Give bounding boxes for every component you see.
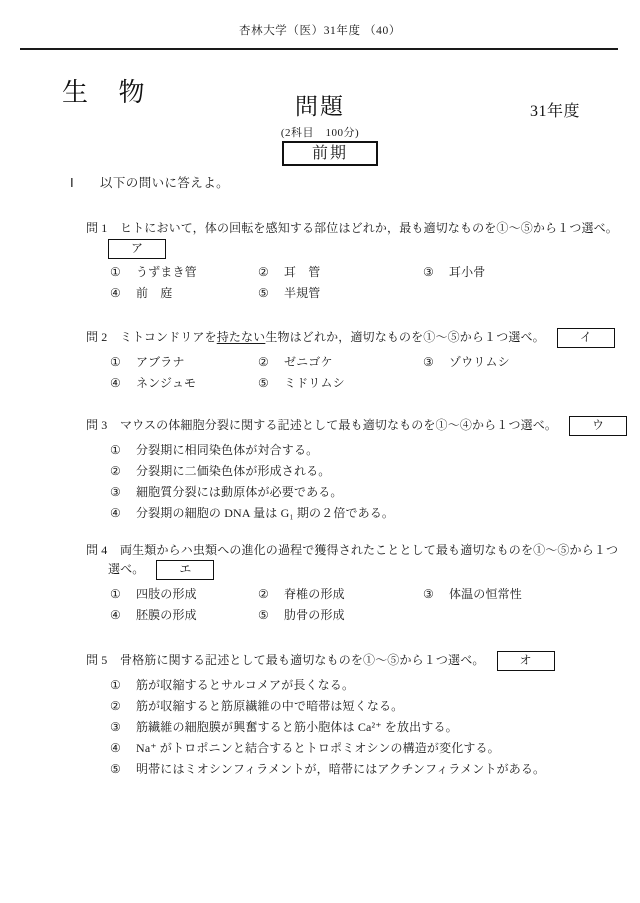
choice-item[interactable] (110, 675, 610, 696)
choice-item[interactable] (110, 738, 610, 759)
choice-number: ② (110, 699, 121, 713)
exam-year: 31年度 (530, 103, 581, 120)
question-1-choices (110, 262, 610, 304)
question-4-stem (86, 541, 619, 560)
choice-number: ① (110, 443, 121, 457)
choice-number: ③ (423, 355, 434, 369)
choice-text: 細胞質分裂には動原体が必要である。 (136, 485, 343, 499)
choice-spacer (423, 283, 583, 304)
choice-item[interactable] (110, 717, 610, 738)
question-2-label: 問 2 (86, 330, 108, 344)
choice-text: 分裂期に二価染色体が形成される。 (136, 464, 331, 478)
question-3-choices (110, 440, 610, 524)
choice-text: 耳小骨 (449, 265, 486, 279)
choice-item[interactable] (110, 605, 258, 626)
choice-spacer (423, 373, 583, 394)
choice-item[interactable] (110, 584, 258, 605)
choice-text: 前 庭 (136, 286, 173, 300)
choice-text: ミドリムシ (284, 376, 345, 390)
choice-item[interactable] (258, 605, 423, 626)
choice-number: ④ (110, 506, 121, 520)
choice-item[interactable] (110, 461, 610, 482)
answer-slot-o[interactable]: オ (497, 651, 555, 671)
choice-row (110, 262, 610, 283)
choice-row (110, 605, 610, 626)
section-heading (70, 173, 229, 191)
choice-row (110, 461, 610, 482)
choice-text: 肋骨の形成 (284, 608, 345, 622)
choice-text: 分裂期に相同染色体が対合する。 (136, 443, 319, 457)
answer-slot-a[interactable]: ア (108, 239, 166, 259)
choice-item[interactable] (110, 440, 610, 461)
choice-number: ④ (110, 608, 121, 622)
choice-item[interactable] (258, 262, 423, 283)
choice-item[interactable] (110, 696, 610, 717)
question-1 (86, 219, 618, 255)
choice-item[interactable] (110, 503, 610, 524)
choice-row (110, 759, 610, 780)
choice-item[interactable] (423, 352, 583, 373)
choice-row (110, 373, 610, 394)
choice-item[interactable] (110, 283, 258, 304)
choice-item[interactable] (423, 584, 583, 605)
choice-text: 胚膜の形成 (136, 608, 197, 622)
choice-row (110, 352, 610, 373)
choice-item[interactable] (258, 373, 423, 394)
question-5 (86, 651, 606, 671)
question-2-stem-post: 生物はどれか，適切なものを①～⑤から１つ選べ。 (265, 330, 545, 344)
question-2 (86, 328, 606, 348)
choice-row (110, 283, 610, 304)
choice-text: 体温の恒常性 (449, 587, 522, 601)
choice-number: ② (258, 265, 269, 279)
question-2-stem (86, 328, 606, 348)
choice-text: アブラナ (136, 355, 185, 369)
choice-row (110, 675, 610, 696)
choice-row (110, 717, 610, 738)
choice-row (110, 696, 610, 717)
question-4-stem-line2-row (108, 560, 606, 580)
answer-slot-u[interactable]: ウ (569, 416, 627, 436)
section-numeral: Ⅰ (70, 176, 75, 190)
choice-number: ⑤ (258, 286, 269, 300)
choice-number: ③ (110, 720, 121, 734)
choice-row (110, 503, 610, 524)
choice-row (110, 584, 610, 605)
choice-text: 脊椎の形成 (284, 587, 345, 601)
term-box: 前期 (282, 141, 378, 166)
choice-spacer (423, 605, 583, 626)
choice-number: ② (110, 464, 121, 478)
question-3-label: 問 3 (86, 418, 108, 432)
choice-number: ③ (110, 485, 121, 499)
choice-item[interactable] (110, 482, 610, 503)
question-3-stem (86, 416, 606, 436)
choice-number: ① (110, 265, 121, 279)
choice-text: ネンジュモ (136, 376, 197, 390)
running-head: 杏林大学（医）31年度 （40） (239, 25, 401, 37)
choice-text: 筋が収縮するとサルコメアが長くなる。 (136, 678, 355, 692)
choice-number: ④ (110, 741, 121, 755)
choice-item[interactable] (110, 262, 258, 283)
choice-text: 明帯にはミオシンフィラメントが，暗帯にはアクチンフィラメントがある。 (136, 762, 546, 776)
choice-number: ④ (110, 286, 121, 300)
question-4-stem-line2: 選べ。 (108, 562, 145, 576)
question-1-stem (86, 219, 618, 238)
question-1-stem-text: ヒトにおいて，体の回転を感知する部位はどれか，最も適切なものを①～⑤から１つ選べ。 (120, 221, 618, 235)
choice-number: ③ (423, 587, 434, 601)
question-5-choices (110, 675, 610, 780)
choice-text: ゾウリムシ (449, 355, 510, 369)
choice-number: ② (258, 355, 269, 369)
question-4 (86, 541, 619, 580)
answer-slot-e[interactable]: エ (156, 560, 214, 580)
choice-text: 半規管 (284, 286, 321, 300)
subject-title: 生 物 (62, 78, 157, 107)
question-5-stem (86, 651, 606, 671)
choice-text: 四肢の形成 (136, 587, 197, 601)
choice-number: ② (258, 587, 269, 601)
header-divider (20, 48, 618, 50)
choice-item[interactable] (110, 759, 610, 780)
choice-number: ① (110, 678, 121, 692)
choice-text: Na⁺ がトロポニンと結合するとトロポミオシンの構造が変化する。 (136, 741, 500, 755)
question-3 (86, 416, 606, 436)
choice-number: ③ (423, 265, 434, 279)
question-4-label: 問 4 (86, 543, 108, 557)
choice-text: 分裂期の細胞の DNA 量は G₁ 期の２倍である。 (136, 506, 395, 520)
choice-number: ① (110, 587, 121, 601)
document-title: 問題 (295, 94, 345, 119)
choice-item[interactable] (258, 584, 423, 605)
choice-item[interactable] (258, 352, 423, 373)
choice-number: ⑤ (110, 762, 121, 776)
choice-text: ゼニゴケ (284, 355, 333, 369)
choice-item[interactable] (110, 373, 258, 394)
choice-text: うずまき管 (136, 265, 197, 279)
question-2-stem-underlined: 持たない (216, 330, 266, 344)
choice-text: 筋繊維の細胞膜が興奮すると筋小胞体は Ca²⁺ を放出する。 (136, 720, 458, 734)
question-2-choices (110, 352, 610, 394)
choice-text: 筋が収縮すると筋原繊維の中で暗帯は短くなる。 (136, 699, 404, 713)
choice-number: ⑤ (258, 376, 269, 390)
question-4-stem-text: 両生類からハ虫類への進化の過程で獲得されたこととして最も適切なものを①～⑤から１つ (120, 543, 619, 557)
section-instruction: 以下の問いに答えよ。 (100, 176, 230, 190)
choice-text: 耳 管 (284, 265, 321, 279)
choice-item[interactable] (423, 262, 583, 283)
choice-row (110, 738, 610, 759)
question-4-choices (110, 584, 610, 626)
choice-number: ⑤ (258, 608, 269, 622)
choice-number: ① (110, 355, 121, 369)
choice-item[interactable] (110, 352, 258, 373)
answer-slot-i[interactable]: イ (557, 328, 615, 348)
question-2-stem-pre: ミトコンドリアを (120, 330, 217, 344)
choice-row (110, 440, 610, 461)
choice-row (110, 482, 610, 503)
question-5-label: 問 5 (86, 653, 108, 667)
exam-note: (2科目 100分) (280, 127, 360, 139)
question-5-stem-text: 骨格筋に関する記述として最も適切なものを①～⑤から１つ選べ。 (120, 653, 485, 667)
question-3-stem-text: マウスの体細胞分裂に関する記述として最も適切なものを①～④から１つ選べ。 (120, 418, 558, 432)
choice-number: ④ (110, 376, 121, 390)
question-1-label: 問 1 (86, 221, 108, 235)
choice-item[interactable] (258, 283, 423, 304)
